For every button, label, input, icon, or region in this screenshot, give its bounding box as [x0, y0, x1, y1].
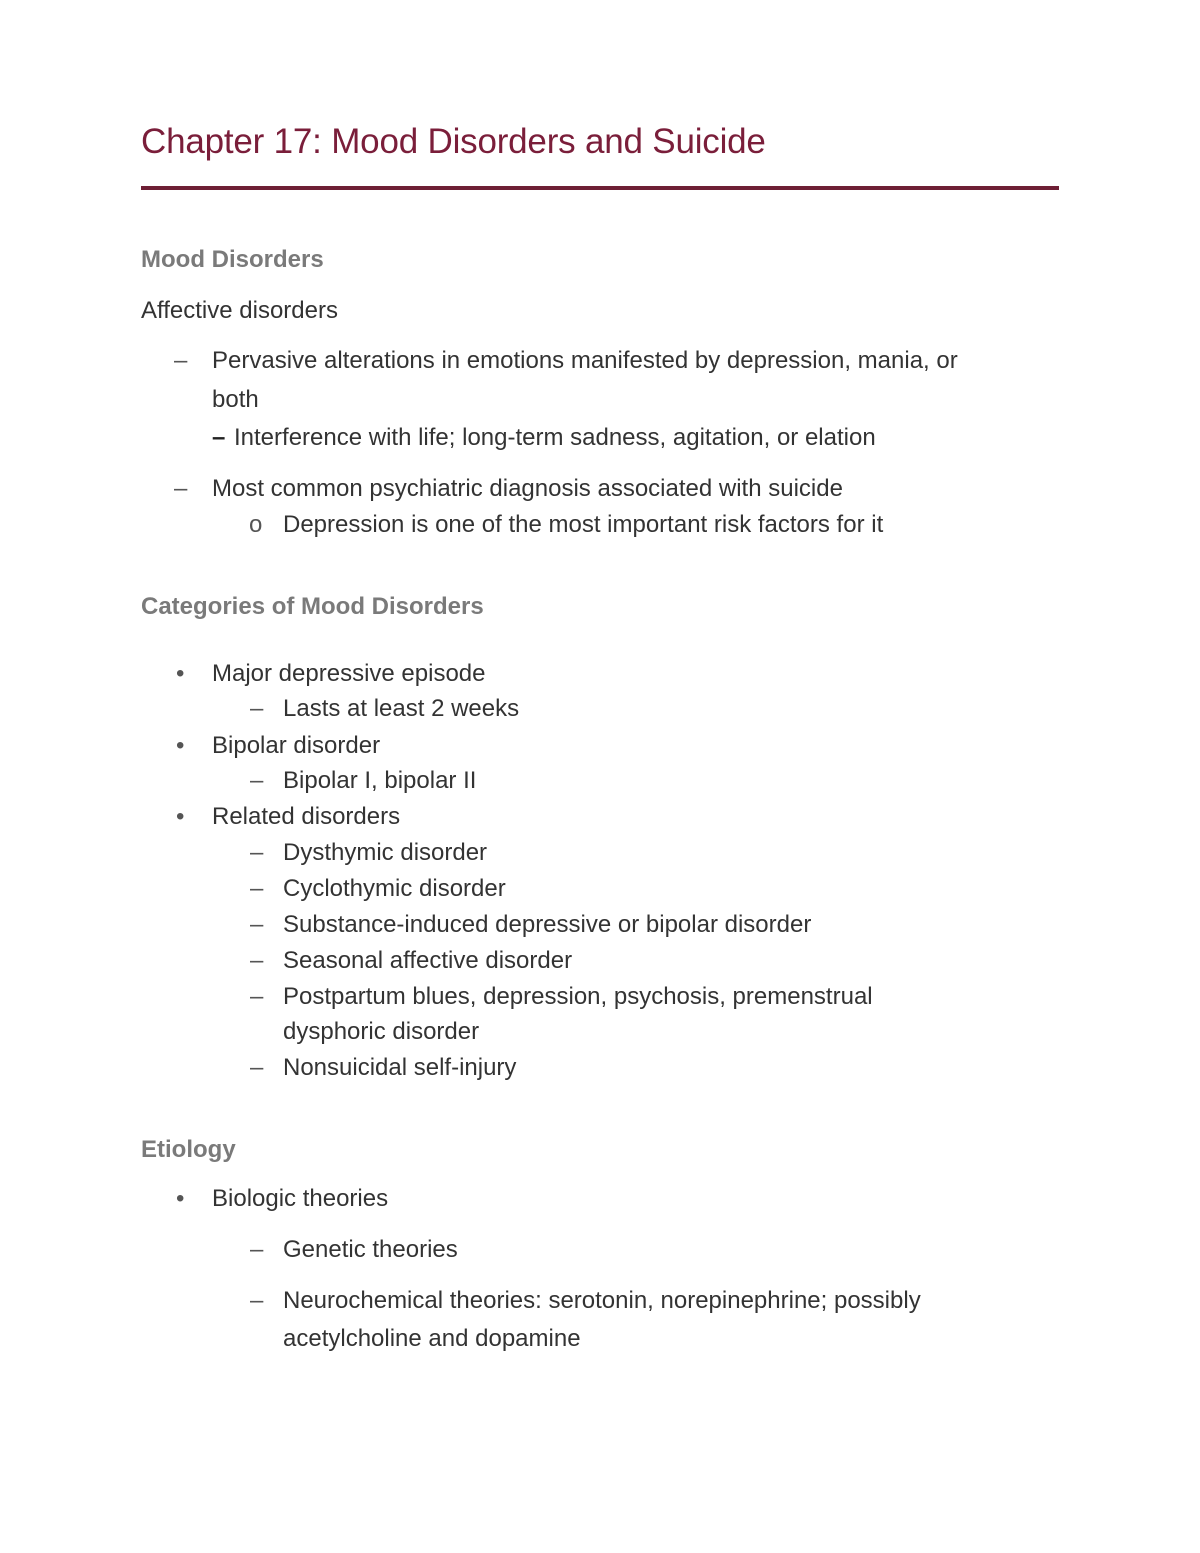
list-item: Neurochemical theories: serotonin, norepinephrine; possibly [283, 1287, 921, 1314]
title-divider [141, 186, 1059, 190]
dash-marker: – [174, 347, 188, 374]
section-heading-etiology: Etiology [141, 1136, 236, 1163]
section-heading-categories: Categories of Mood Disorders [141, 593, 484, 620]
list-item: Genetic theories [283, 1236, 458, 1263]
list-item: Bipolar disorder [212, 732, 381, 759]
list-item: Postpartum blues, depression, psychosis, premenstrual [283, 983, 873, 1010]
bullet-marker: • [176, 1185, 185, 1212]
dash-marker: – [250, 911, 264, 938]
circle-marker: o [249, 511, 263, 538]
dash-marker: – [250, 767, 264, 794]
list-item: Cyclothymic disorder [283, 875, 506, 902]
dash-marker: – [250, 1287, 264, 1314]
list-item-continuation: both [212, 386, 259, 413]
list-item: Nonsuicidal self-injury [283, 1054, 517, 1081]
dash-marker: – [250, 1054, 264, 1081]
dash-marker: – [174, 475, 188, 502]
section-heading-mood-disorders: Mood Disorders [141, 246, 324, 273]
list-item: Pervasive alterations in emotions manifested by depression, mania, or [212, 347, 958, 374]
dash-marker: – [250, 839, 264, 866]
list-item: Related disorders [212, 803, 401, 830]
list-item: Substance-induced depressive or bipolar disorder [283, 911, 812, 938]
dash-marker: – [250, 1236, 264, 1263]
list-item-continuation: acetylcholine and dopamine [283, 1325, 581, 1352]
list-item: Seasonal affective disorder [283, 947, 573, 974]
list-item: Most common psychiatric diagnosis associated with suicide [212, 475, 843, 502]
page-title: Chapter 17: Mood Disorders and Suicide [141, 122, 766, 161]
bold-dash-marker: – [212, 424, 226, 451]
dash-marker: – [250, 695, 264, 722]
list-item: Dysthymic disorder [283, 839, 488, 866]
dash-marker: – [250, 947, 264, 974]
bullet-marker: • [176, 660, 185, 687]
list-item: Major depressive episode [212, 660, 486, 687]
list-item: Interference with life; long-term sadness, agitation, or elation [234, 424, 876, 451]
list-item-continuation: dysphoric disorder [283, 1018, 480, 1045]
list-item: Biologic theories [212, 1185, 389, 1212]
list-item: Lasts at least 2 weeks [283, 695, 520, 722]
dash-marker: – [250, 875, 264, 902]
bullet-marker: • [176, 732, 185, 759]
list-item: Bipolar I, bipolar II [283, 767, 477, 794]
bullet-marker: • [176, 803, 185, 830]
subheading-affective-disorders: Affective disorders [141, 297, 338, 324]
dash-marker: – [250, 983, 264, 1010]
list-item: Depression is one of the most important risk factors for it [283, 511, 884, 538]
